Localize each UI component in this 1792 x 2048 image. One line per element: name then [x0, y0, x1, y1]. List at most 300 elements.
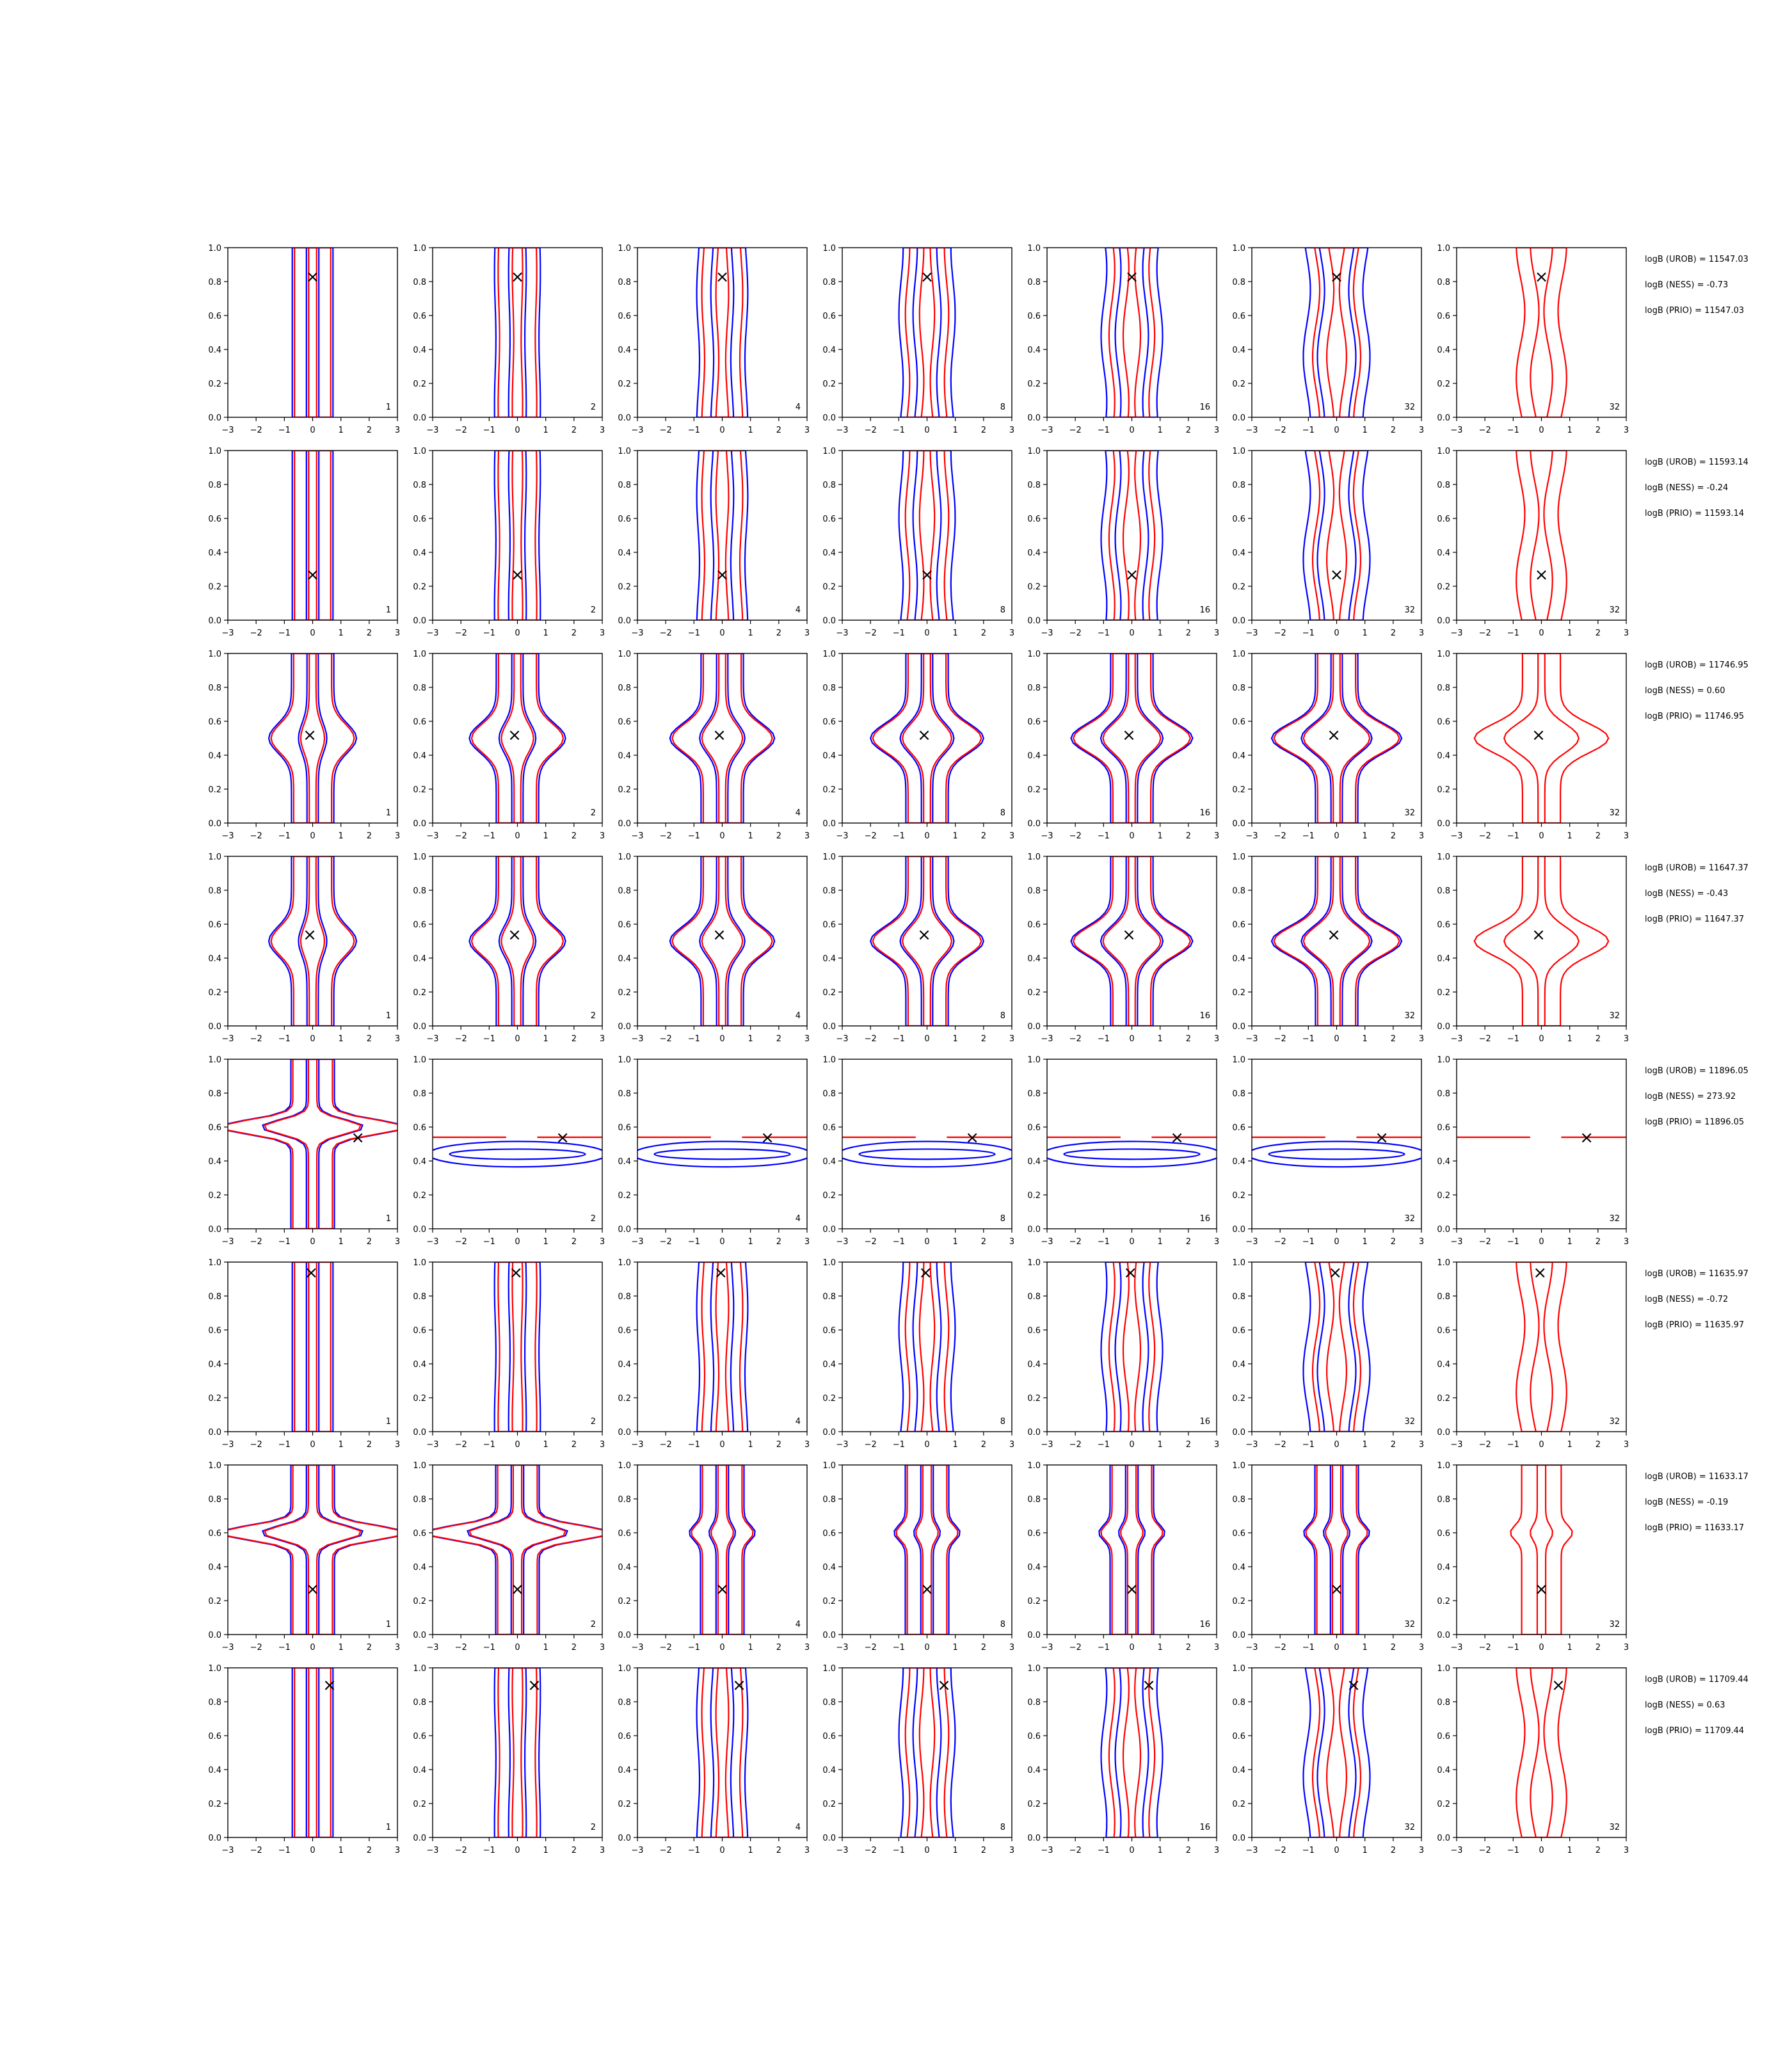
x-tick-label: −2 — [250, 1440, 262, 1450]
panel-r1-c3 — [618, 244, 810, 435]
panel-label: 2 — [590, 1417, 596, 1427]
x-tick-label: 3 — [804, 426, 810, 435]
y-tick-label: 0.6 — [1232, 717, 1245, 727]
y-tick-label: 0.8 — [1232, 278, 1245, 287]
x-tick-label: −3 — [1245, 1237, 1258, 1247]
x-tick-label: −3 — [631, 831, 644, 841]
x-tick-label: 2 — [1595, 1034, 1601, 1044]
panel-label: 2 — [590, 1620, 596, 1629]
x-tick-label: −2 — [1274, 831, 1286, 841]
marker-x: × — [508, 925, 522, 945]
axes-frame — [228, 1262, 397, 1432]
y-tick-label: 0.2 — [413, 1800, 426, 1809]
y-tick-label: 0.6 — [1437, 312, 1450, 321]
x-tick-label: 0 — [924, 1846, 930, 1855]
y-tick-label: 0.8 — [413, 278, 426, 287]
y-tick-label: 0.2 — [413, 380, 426, 389]
axes-frame — [1457, 451, 1626, 620]
x-tick-label: −3 — [221, 831, 234, 841]
x-tick-label: 1 — [1362, 426, 1368, 435]
x-tick-label: −2 — [1274, 426, 1286, 435]
y-tick-label: 1.0 — [1437, 447, 1450, 456]
panel-r8-c1 — [208, 1664, 400, 1855]
y-tick-label: 0.0 — [1232, 1631, 1245, 1640]
axes-frame — [1252, 1465, 1421, 1635]
x-tick-label: −2 — [1069, 831, 1082, 841]
y-tick-label: 0.6 — [1232, 1732, 1245, 1741]
blue-contour — [221, 1059, 404, 1229]
x-tick-label: 2 — [1390, 1034, 1396, 1044]
panel-r3-c5 — [1027, 650, 1219, 841]
x-tick-label: −1 — [687, 1846, 700, 1855]
panel-r8-c3 — [618, 1664, 810, 1855]
y-tick-label: 0.0 — [618, 1022, 631, 1032]
x-tick-label: 1 — [543, 1440, 548, 1450]
panel-label: 16 — [1199, 1823, 1210, 1832]
axes-frame — [228, 1668, 397, 1837]
x-tick-label: 3 — [1213, 1643, 1220, 1652]
x-tick-label: 0 — [310, 1643, 316, 1652]
y-tick-label: 0.2 — [208, 1800, 221, 1809]
x-tick-label: −3 — [1041, 1440, 1053, 1450]
x-tick-label: −1 — [892, 1846, 905, 1855]
axes-frame — [842, 1465, 1012, 1635]
panel-label: 4 — [795, 1011, 801, 1021]
y-tick-label: 0.0 — [1437, 819, 1450, 829]
x-tick-label: 3 — [394, 831, 401, 841]
red-contour — [513, 1668, 523, 1837]
y-tick-label: 0.6 — [208, 1123, 221, 1133]
x-tick-label: 1 — [748, 628, 753, 638]
y-tick-label: 0.0 — [1027, 1428, 1041, 1437]
x-tick-label: 1 — [1362, 1034, 1368, 1044]
x-tick-label: −1 — [687, 628, 700, 638]
y-tick-label: 0.2 — [822, 1800, 836, 1809]
panel-r4-c2 — [413, 852, 605, 1044]
blue-contour — [509, 451, 527, 620]
y-tick-label: 0.6 — [1437, 1123, 1450, 1133]
x-tick-label: 2 — [1390, 1846, 1396, 1855]
marker-x: × — [1122, 925, 1136, 945]
logb-annotation: logB (NESS) = 273.92 — [1645, 1092, 1736, 1101]
y-tick-label: 1.0 — [1232, 447, 1245, 456]
contour-group — [1101, 451, 1163, 620]
x-tick-label: 1 — [748, 831, 753, 841]
y-tick-label: 0.0 — [822, 1834, 836, 1843]
x-tick-label: 3 — [599, 628, 605, 638]
x-tick-label: −2 — [454, 1440, 467, 1450]
y-tick-label: 0.4 — [618, 954, 631, 964]
axes-frame — [433, 1465, 602, 1635]
y-tick-label: 0.4 — [413, 751, 426, 761]
x-tick-label: 1 — [1362, 1643, 1368, 1652]
panel-label: 1 — [385, 1214, 391, 1224]
y-tick-label: 0.6 — [1027, 717, 1041, 727]
y-tick-label: 1.0 — [413, 1664, 426, 1674]
y-tick-label: 1.0 — [618, 447, 631, 456]
panel-r6-c4 — [822, 1258, 1014, 1450]
x-tick-label: 3 — [1418, 1846, 1425, 1855]
x-tick-label: 3 — [804, 1846, 810, 1855]
panel-label: 32 — [1404, 1011, 1415, 1021]
blue-contour — [1116, 1262, 1149, 1432]
y-tick-label: 0.8 — [1027, 481, 1041, 490]
y-tick-label: 0.0 — [1027, 1022, 1041, 1032]
red-contour — [428, 1465, 607, 1635]
y-tick-label: 0.6 — [1437, 1529, 1450, 1539]
x-tick-label: −2 — [659, 1440, 672, 1450]
contour-group — [1247, 1137, 1425, 1167]
logb-annotation: logB (UROB) = 11647.37 — [1645, 863, 1748, 873]
y-tick-label: 0.6 — [1027, 515, 1041, 524]
y-tick-label: 0.6 — [413, 1732, 426, 1741]
y-tick-label: 0.4 — [618, 1157, 631, 1167]
y-tick-label: 0.2 — [1437, 785, 1450, 795]
y-tick-label: 0.2 — [413, 988, 426, 998]
x-tick-label: 1 — [1362, 1440, 1368, 1450]
x-tick-label: 0 — [1334, 1034, 1340, 1044]
x-tick-label: −2 — [864, 1237, 877, 1247]
panel-r5-c1 — [208, 1055, 404, 1247]
x-tick-label: 0 — [515, 1034, 520, 1044]
x-tick-label: 2 — [980, 628, 986, 638]
blue-contour — [709, 1465, 735, 1635]
marker-x: × — [1170, 1128, 1185, 1148]
axes-frame — [433, 451, 602, 620]
x-tick-label: 1 — [1157, 1440, 1163, 1450]
red-contour — [1123, 1262, 1140, 1432]
contour-group — [1101, 1262, 1163, 1432]
x-tick-label: −3 — [426, 1846, 439, 1855]
red-contour — [308, 451, 316, 620]
x-tick-label: −3 — [1450, 831, 1463, 841]
x-tick-label: 3 — [1213, 1237, 1220, 1247]
x-tick-label: 2 — [1595, 1846, 1601, 1855]
y-tick-label: 1.0 — [1232, 852, 1245, 862]
red-contour — [1325, 1465, 1348, 1635]
y-tick-label: 0.0 — [208, 1631, 221, 1640]
logb-annotation: logB (NESS) = 0.63 — [1645, 1700, 1725, 1710]
x-tick-label: 0 — [515, 831, 520, 841]
y-tick-label: 1.0 — [1437, 852, 1450, 862]
x-tick-label: 3 — [1009, 831, 1015, 841]
x-tick-label: −2 — [864, 1440, 877, 1450]
y-tick-label: 0.0 — [1027, 1631, 1041, 1640]
panel-label: 1 — [385, 1011, 391, 1021]
x-tick-label: 1 — [748, 1237, 753, 1247]
y-tick-label: 0.8 — [413, 1698, 426, 1708]
panel-r8-c4 — [822, 1664, 1014, 1855]
y-tick-label: 0.0 — [1027, 1834, 1041, 1843]
x-tick-label: −3 — [836, 831, 849, 841]
y-tick-label: 1.0 — [1437, 1461, 1450, 1471]
y-tick-label: 0.2 — [1437, 1394, 1450, 1404]
logb-annotation: logB (NESS) = -0.19 — [1645, 1498, 1729, 1507]
panel-label: 32 — [1609, 1620, 1620, 1629]
x-tick-label: 2 — [571, 1643, 577, 1652]
marker-x: × — [1347, 1676, 1361, 1695]
y-tick-label: 0.0 — [208, 819, 221, 829]
y-tick-label: 1.0 — [1027, 852, 1041, 862]
x-tick-label: 1 — [1567, 1034, 1572, 1044]
red-contour — [1530, 451, 1552, 620]
panel-r2-c3 — [618, 447, 810, 638]
y-tick-label: 0.2 — [1232, 785, 1245, 795]
panel-r6-c7 — [1437, 1258, 1629, 1450]
y-tick-label: 0.6 — [618, 1326, 631, 1336]
axes-frame — [433, 1262, 602, 1432]
y-tick-label: 0.4 — [208, 1360, 221, 1370]
y-tick-label: 0.4 — [1437, 346, 1450, 355]
y-tick-label: 1.0 — [1027, 1055, 1041, 1065]
y-tick-label: 0.4 — [1437, 1766, 1450, 1775]
x-tick-label: −2 — [1069, 1034, 1082, 1044]
red-contour — [294, 451, 331, 620]
y-tick-label: 0.4 — [413, 1157, 426, 1167]
panel-label: 1 — [385, 808, 391, 818]
x-tick-label: 2 — [776, 1034, 781, 1044]
panel-label: 4 — [795, 605, 801, 615]
logb-annotation: logB (PRIO) = 11593.14 — [1645, 509, 1745, 518]
y-tick-label: 0.0 — [413, 1834, 426, 1843]
x-tick-label: 1 — [748, 1846, 753, 1855]
x-tick-label: −3 — [426, 1440, 439, 1450]
blue-contour — [899, 451, 956, 620]
logb-annotation: logB (PRIO) = 11647.37 — [1645, 915, 1745, 924]
panel-label: 32 — [1609, 808, 1620, 818]
blue-contour — [1116, 451, 1149, 620]
red-contour — [1530, 1262, 1552, 1432]
marker-x: × — [351, 1128, 365, 1148]
panel-r4-c5 — [1027, 852, 1219, 1044]
y-tick-label: 0.2 — [1232, 582, 1245, 592]
marker-x: × — [1533, 1263, 1548, 1283]
x-tick-label: 1 — [1157, 1846, 1163, 1855]
x-tick-label: −3 — [836, 426, 849, 435]
x-tick-label: 2 — [366, 1237, 372, 1247]
y-tick-label: 0.4 — [208, 751, 221, 761]
y-tick-label: 0.6 — [618, 312, 631, 321]
y-tick-label: 0.4 — [1027, 1360, 1041, 1370]
red-contour — [716, 451, 729, 620]
marker-x: × — [510, 565, 525, 585]
x-tick-label: 0 — [1334, 426, 1340, 435]
x-tick-label: −3 — [1041, 1034, 1053, 1044]
y-tick-label: 0.2 — [413, 1394, 426, 1404]
y-tick-label: 1.0 — [618, 1461, 631, 1471]
x-tick-label: 2 — [366, 1034, 372, 1044]
panel-label: 32 — [1404, 1214, 1415, 1224]
x-tick-label: 0 — [719, 426, 725, 435]
x-tick-label: 1 — [952, 831, 958, 841]
red-contour — [498, 1262, 536, 1432]
blue-contour — [1304, 1465, 1369, 1635]
axes-frame — [228, 1465, 397, 1635]
y-tick-label: 0.0 — [413, 1225, 426, 1235]
marker-x: × — [1124, 1580, 1139, 1599]
x-tick-label: 1 — [1567, 628, 1572, 638]
y-tick-label: 0.2 — [1027, 1191, 1041, 1201]
contour-group — [1043, 1137, 1220, 1167]
marker-x: × — [1551, 1676, 1565, 1695]
logb-annotation: logB (UROB) = 11746.95 — [1645, 660, 1748, 670]
marker-x: × — [920, 565, 934, 585]
marker-x: × — [1532, 925, 1546, 945]
contour-group — [1516, 451, 1567, 620]
y-tick-label: 0.0 — [413, 819, 426, 829]
x-tick-label: 1 — [543, 426, 548, 435]
x-tick-label: 0 — [924, 831, 930, 841]
x-tick-label: 0 — [1334, 1643, 1340, 1652]
y-tick-label: 0.6 — [822, 717, 836, 727]
y-tick-label: 0.4 — [1232, 1360, 1245, 1370]
y-tick-label: 1.0 — [1232, 1258, 1245, 1268]
y-tick-label: 0.8 — [1232, 1698, 1245, 1708]
x-tick-label: −1 — [483, 1237, 495, 1247]
panel-label: 4 — [795, 1214, 801, 1224]
axes-frame — [433, 1668, 602, 1837]
x-tick-label: −2 — [659, 1643, 672, 1652]
y-tick-label: 0.8 — [822, 1089, 836, 1099]
y-tick-label: 0.8 — [1232, 684, 1245, 693]
blue-contour — [838, 1142, 1016, 1167]
x-tick-label: −1 — [1507, 1643, 1519, 1652]
y-tick-label: 1.0 — [413, 447, 426, 456]
y-tick-label: 0.4 — [413, 1360, 426, 1370]
y-tick-label: 0.8 — [413, 1292, 426, 1302]
marker-x: × — [1142, 1676, 1156, 1695]
x-tick-label: 2 — [366, 831, 372, 841]
marker-x: × — [712, 925, 726, 945]
y-tick-label: 0.4 — [1437, 548, 1450, 558]
y-tick-label: 0.4 — [618, 1563, 631, 1572]
y-tick-label: 0.6 — [1027, 920, 1041, 930]
x-tick-label: −3 — [1450, 628, 1463, 638]
panel-r5-c5 — [1027, 1055, 1220, 1247]
y-tick-label: 0.4 — [1437, 954, 1450, 964]
y-tick-label: 0.0 — [1232, 1022, 1245, 1032]
x-tick-label: −3 — [631, 1237, 644, 1247]
x-tick-label: 0 — [1129, 1846, 1135, 1855]
panel-r2-c1 — [208, 447, 400, 638]
red-contour — [265, 1465, 361, 1635]
panel-r5-c2 — [413, 1055, 606, 1247]
marker-x: × — [715, 565, 730, 585]
marker-x: × — [1580, 1128, 1594, 1148]
x-tick-label: 0 — [1334, 831, 1340, 841]
x-tick-label: −2 — [864, 628, 877, 638]
panel-label: 32 — [1609, 403, 1620, 412]
x-tick-label: 0 — [1539, 1643, 1544, 1652]
x-tick-label: −1 — [278, 1846, 291, 1855]
y-tick-label: 0.8 — [1437, 886, 1450, 896]
x-tick-label: 2 — [776, 628, 781, 638]
logb-annotation: logB (PRIO) = 11746.95 — [1645, 712, 1745, 721]
y-tick-label: 0.6 — [618, 717, 631, 727]
blue-contour — [655, 1149, 790, 1159]
marker-x: × — [760, 1128, 775, 1148]
panel-label: 32 — [1609, 1011, 1620, 1021]
red-contour — [906, 1262, 949, 1432]
x-tick-label: −1 — [687, 1643, 700, 1652]
y-tick-label: 0.8 — [1027, 1089, 1041, 1099]
blue-contour — [468, 1465, 568, 1635]
x-tick-label: 1 — [748, 1440, 753, 1450]
x-tick-label: −1 — [1507, 628, 1519, 638]
marker-x: × — [527, 1676, 541, 1695]
x-tick-label: 2 — [571, 831, 577, 841]
y-tick-label: 1.0 — [618, 1664, 631, 1674]
y-tick-label: 0.6 — [208, 312, 221, 321]
x-tick-label: −1 — [278, 831, 291, 841]
y-tick-label: 0.8 — [1437, 1089, 1450, 1099]
y-tick-label: 0.0 — [618, 413, 631, 423]
logb-annotation: logB (NESS) = -0.43 — [1645, 889, 1729, 899]
panel-r7-c2 — [413, 1461, 609, 1652]
x-tick-label: −3 — [426, 1643, 439, 1652]
x-tick-label: 0 — [924, 628, 930, 638]
y-tick-label: 1.0 — [413, 244, 426, 253]
x-tick-label: −2 — [1069, 426, 1082, 435]
x-tick-label: −3 — [836, 1846, 849, 1855]
y-tick-label: 0.8 — [618, 1495, 631, 1505]
y-tick-label: 0.2 — [1232, 1597, 1245, 1606]
x-tick-label: 3 — [1009, 1237, 1015, 1247]
y-tick-label: 0.6 — [822, 1326, 836, 1336]
y-tick-label: 0.2 — [618, 1597, 631, 1606]
logb-annotation: logB (UROB) = 11709.44 — [1645, 1675, 1748, 1684]
y-tick-label: 0.8 — [822, 481, 836, 490]
y-tick-label: 0.8 — [1232, 1089, 1245, 1099]
x-tick-label: −3 — [631, 1643, 644, 1652]
x-tick-label: 2 — [776, 831, 781, 841]
y-tick-label: 1.0 — [1437, 1664, 1450, 1674]
x-tick-label: 0 — [1129, 1034, 1135, 1044]
axes-frame — [1252, 1668, 1421, 1837]
x-tick-label: −3 — [221, 1440, 234, 1450]
y-tick-label: 0.0 — [1232, 819, 1245, 829]
red-contour — [1121, 1465, 1143, 1635]
contour-group — [697, 451, 748, 620]
panel-label: 4 — [795, 1823, 801, 1832]
red-contour — [470, 1465, 566, 1635]
panel-r6-c3 — [618, 1258, 810, 1450]
panel-label: 16 — [1199, 605, 1210, 615]
x-tick-label: 0 — [1539, 426, 1544, 435]
y-tick-label: 0.4 — [1027, 346, 1041, 355]
x-tick-label: 2 — [1185, 426, 1191, 435]
x-tick-label: −1 — [687, 426, 700, 435]
x-tick-label: −1 — [892, 1034, 905, 1044]
x-tick-label: −3 — [836, 1237, 849, 1247]
y-tick-label: 0.8 — [618, 886, 631, 896]
y-tick-label: 0.6 — [1232, 1123, 1245, 1133]
x-tick-label: 2 — [1390, 426, 1396, 435]
x-tick-label: 2 — [571, 1237, 577, 1247]
blue-contour — [1318, 451, 1356, 620]
panel-label: 8 — [1000, 1417, 1005, 1427]
y-tick-label: 0.0 — [618, 1631, 631, 1640]
blue-contour — [697, 451, 748, 620]
blue-contour — [1318, 1262, 1356, 1432]
marker-x: × — [305, 1580, 320, 1599]
marker-x: × — [1329, 565, 1344, 585]
panel-label: 4 — [795, 808, 801, 818]
y-tick-label: 0.0 — [1027, 413, 1041, 423]
x-tick-label: −3 — [221, 628, 234, 638]
contour-group — [495, 1262, 541, 1432]
x-tick-label: −2 — [250, 1846, 262, 1855]
